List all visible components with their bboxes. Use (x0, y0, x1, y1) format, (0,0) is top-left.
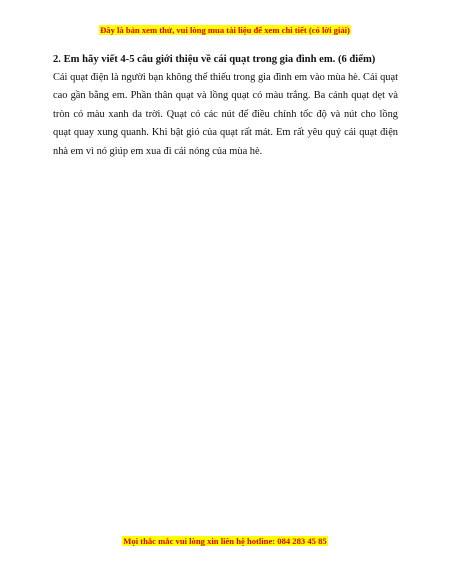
question-heading: 2. Em hãy viết 4-5 câu giới thiệu về cái quạt trong gia đình em. (6 điểm) (53, 54, 376, 65)
preview-notice-banner (0, 25, 450, 36)
hotline-notice-text: Mọi thắc mắc vui lòng xin liên hệ hotline: 084 283 45 85 (123, 536, 327, 546)
answer-paragraph: Cái quạt điện là người bạn không thể thiếu trong gia đình em vào mùa hè. Cái quạt cao gần bằng em. Phần thân quạt và lồng quạt có màu trắng. Ba cánh quạt dẹt và tròn có màu xanh da trời. Quạt có các nút để điều chỉnh tốc độ và nút cho lồng quạt quay xung quanh. Khi bật gió của quạt rất mát. Em rất yêu quý cái quạt điện nhà em vì nó giúp em xua đi cái nóng của mùa hè. (53, 72, 398, 157)
preview-notice-text: Đây là bản xem thử, vui lòng mua tài liệu để xem chi tiết (có lời giải) (100, 25, 350, 35)
document-body (53, 52, 398, 161)
hotline-notice-banner (0, 536, 450, 547)
